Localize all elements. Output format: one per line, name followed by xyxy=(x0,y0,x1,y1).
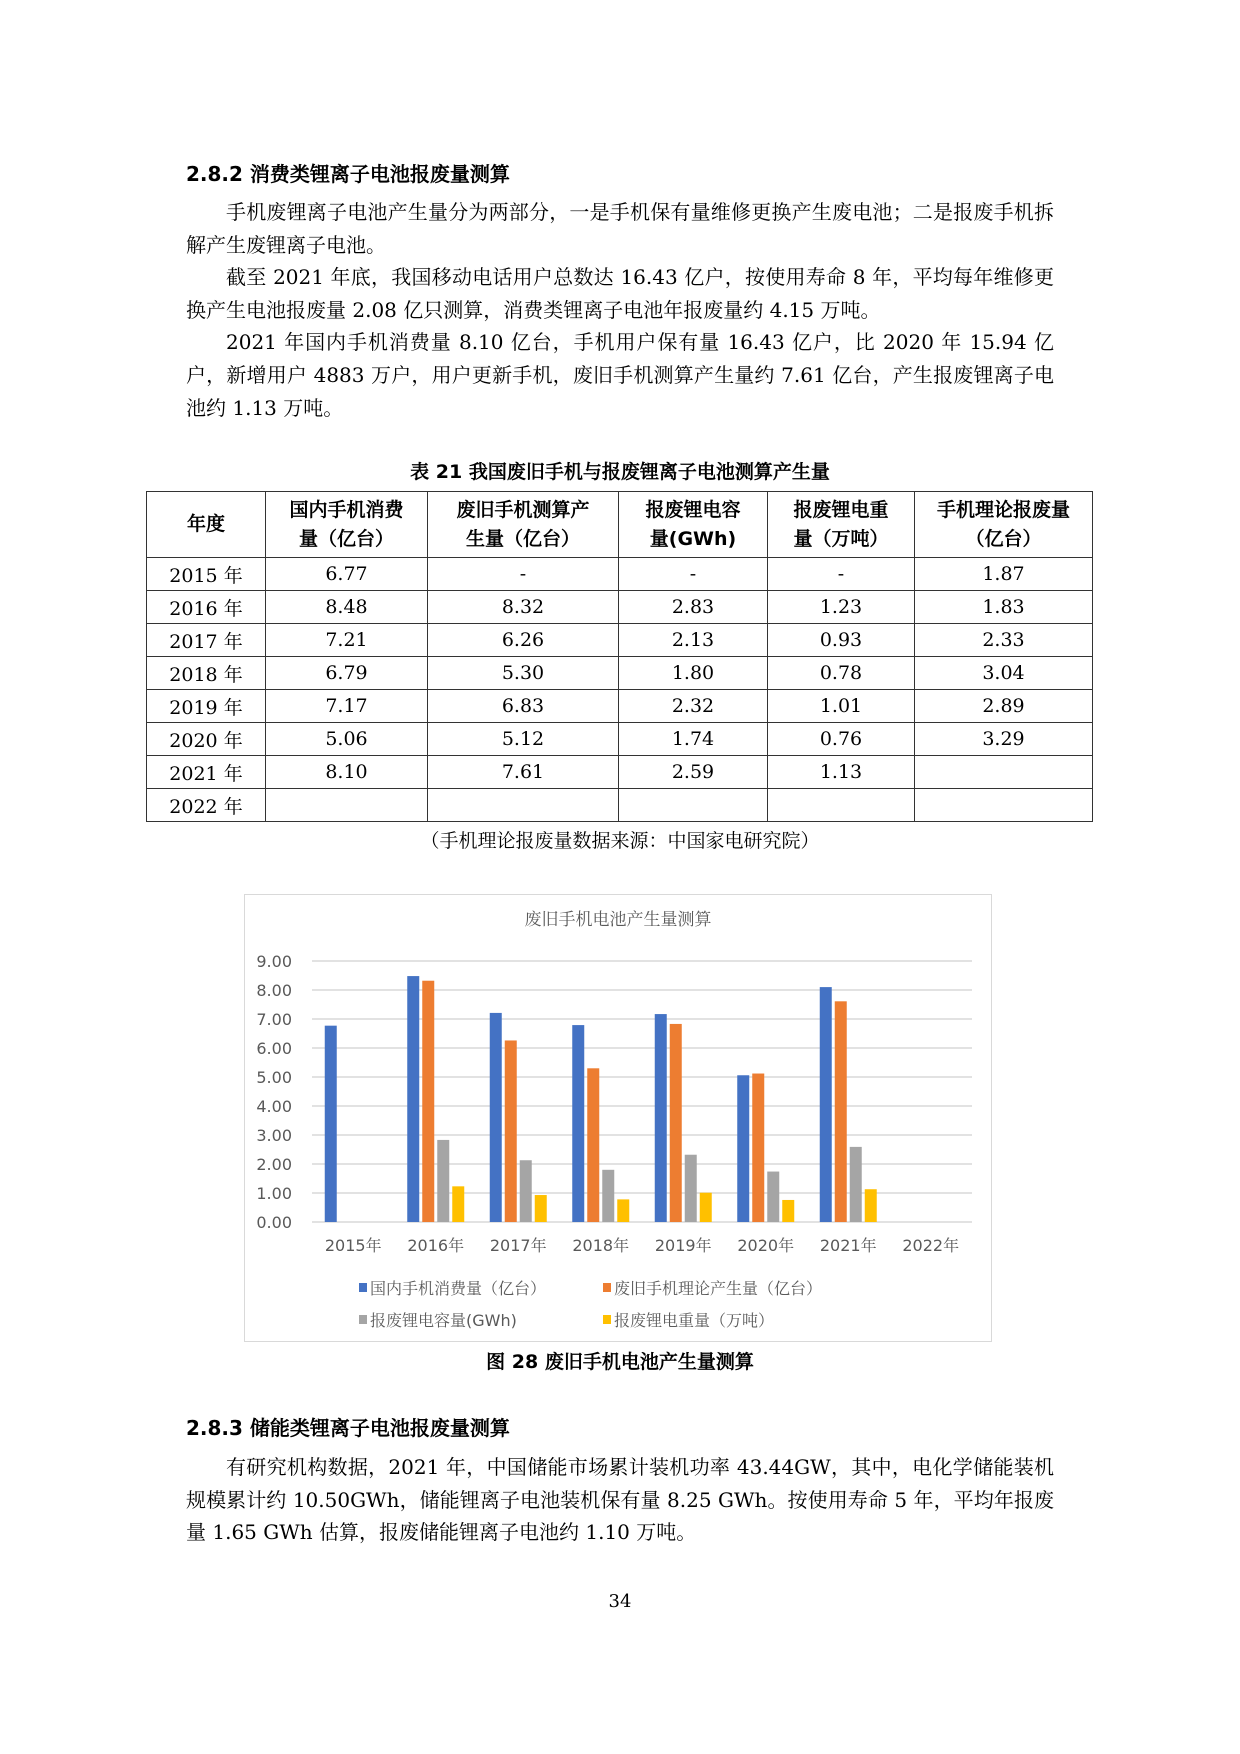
year-cell: 2020 年 xyxy=(147,723,266,756)
bar xyxy=(685,1155,697,1222)
value-cell: 5.30 xyxy=(428,657,619,690)
bar xyxy=(767,1172,779,1222)
bar xyxy=(850,1147,862,1222)
x-tick-label: 2016年 xyxy=(407,1236,465,1255)
value-cell: 0.78 xyxy=(768,657,915,690)
value-cell: 2.32 xyxy=(619,690,768,723)
header-line: 手机理论报废量 xyxy=(936,498,1070,521)
value-cell: - xyxy=(428,558,619,591)
legend-swatch xyxy=(603,1283,611,1292)
year-cell: 2021 年 xyxy=(147,756,266,789)
legend-swatch xyxy=(359,1283,367,1292)
table-caption: 表 21 我国废旧手机与报废锂离子电池测算产生量 xyxy=(410,461,830,483)
legend-label: 国内手机消费量（亿台） xyxy=(370,1279,547,1298)
bar xyxy=(452,1186,464,1222)
paragraph: 2021 年国内手机消费量 8.10 亿台，手机用户保有量 16.43 亿户，比 2020 年 15.94 亿户，新增用户 4883 万户，用户更新手机，废旧手机测算产生量约 7.61 亿台，产生报废锂离子电池约 1.13 万吨。 xyxy=(186,330,1054,420)
header-line: （亿台） xyxy=(965,527,1042,550)
bar xyxy=(820,987,832,1222)
bar xyxy=(782,1200,794,1222)
bar xyxy=(407,976,419,1222)
value-cell: 2.13 xyxy=(619,624,768,657)
y-tick-label: 8.00 xyxy=(256,981,292,1000)
bar xyxy=(520,1160,532,1222)
value-cell: - xyxy=(768,558,915,591)
value-cell: 2.59 xyxy=(619,756,768,789)
x-tick-label: 2019年 xyxy=(654,1236,712,1255)
bar xyxy=(737,1075,749,1222)
x-tick-label: 2022年 xyxy=(902,1236,960,1255)
bar xyxy=(670,1024,682,1222)
value-cell: 8.48 xyxy=(266,591,428,624)
header-line: 报废锂电重 xyxy=(793,498,889,521)
header-line: 量（万吨） xyxy=(793,527,889,550)
value-cell: 1.80 xyxy=(619,657,768,690)
legend-label: 废旧手机理论产生量（亿台） xyxy=(614,1279,823,1298)
x-tick-label: 2015年 xyxy=(324,1236,382,1255)
y-tick-label: 9.00 xyxy=(256,952,292,971)
value-cell: 7.21 xyxy=(266,624,428,657)
value-cell: 2.83 xyxy=(619,591,768,624)
y-tick-label: 0.00 xyxy=(256,1213,292,1232)
value-cell: 8.32 xyxy=(428,591,619,624)
bar xyxy=(617,1199,629,1222)
paragraph: 有研究机构数据，2021 年，中国储能市场累计装机功率 43.44GW，其中，电化学储能装机规模累计约 10.50GWh，储能锂离子电池装机保有量 8.25 GWh。按使用寿命 5 年，平均年报废量 1.65 GWh 估算，报废储能锂离子电池约 1.10 万吨。 xyxy=(186,1455,1054,1545)
section-heading-2-8-3: 2.8.3 储能类锂离子电池报废量测算 xyxy=(186,1416,510,1440)
bar xyxy=(835,1001,847,1222)
x-tick-label: 2021年 xyxy=(819,1236,877,1255)
x-tick-label: 2020年 xyxy=(737,1236,795,1255)
value-cell: 1.01 xyxy=(768,690,915,723)
figure-caption: 图 28 废旧手机电池产生量测算 xyxy=(486,1351,754,1373)
header-line: 废旧手机测算产 xyxy=(456,498,590,521)
value-cell: 1.74 xyxy=(619,723,768,756)
year-cell: 2019 年 xyxy=(147,690,266,723)
value-cell: 2.89 xyxy=(915,690,1093,723)
year-cell: 2015 年 xyxy=(147,558,266,591)
value-cell: 5.12 xyxy=(428,723,619,756)
bar xyxy=(602,1170,614,1222)
year-cell: 2016 年 xyxy=(147,591,266,624)
page-number: 34 xyxy=(608,1591,632,1612)
y-tick-label: 4.00 xyxy=(256,1097,292,1116)
value-cell: 5.06 xyxy=(266,723,428,756)
header-line: 国内手机消费 xyxy=(289,498,404,521)
value-cell: 3.04 xyxy=(915,657,1093,690)
table-source-note: （手机理论报废量数据来源：中国家电研究院） xyxy=(420,830,820,852)
bar xyxy=(655,1014,667,1222)
header-line: 量（亿台） xyxy=(298,527,394,550)
y-tick-label: 6.00 xyxy=(256,1039,292,1058)
x-tick-label: 2018年 xyxy=(572,1236,630,1255)
bar xyxy=(535,1195,547,1222)
value-cell: - xyxy=(619,558,768,591)
header-line: 生量（亿台） xyxy=(465,527,580,550)
bar xyxy=(505,1040,517,1222)
bar xyxy=(572,1025,584,1222)
value-cell: 7.61 xyxy=(428,756,619,789)
bar xyxy=(422,981,434,1222)
year-cell: 2022 年 xyxy=(147,789,266,822)
bar xyxy=(490,1013,502,1222)
value-cell: 1.13 xyxy=(768,756,915,789)
value-cell: 1.23 xyxy=(768,591,915,624)
bar xyxy=(865,1189,877,1222)
value-cell: 2.33 xyxy=(915,624,1093,657)
section-2-8-3-body xyxy=(186,1451,1054,1549)
value-cell: 8.10 xyxy=(266,756,428,789)
year-cell: 2017 年 xyxy=(147,624,266,657)
paragraph: 手机废锂离子电池产生量分为两部分，一是手机保有量维修更换产生废电池；二是报废手机拆解产生废锂离子电池。 xyxy=(186,200,1054,257)
bar xyxy=(325,1026,337,1222)
value-cell: 6.26 xyxy=(428,624,619,657)
header-line: 年度 xyxy=(186,513,225,535)
year-cell: 2018 年 xyxy=(147,657,266,690)
value-cell: 6.83 xyxy=(428,690,619,723)
chart-title: 废旧手机电池产生量测算 xyxy=(524,910,712,930)
legend-label: 报废锂电重量（万吨） xyxy=(614,1311,775,1330)
y-tick-label: 5.00 xyxy=(256,1068,292,1087)
bar xyxy=(700,1193,712,1222)
value-cell: 3.29 xyxy=(915,723,1093,756)
value-cell: 7.17 xyxy=(266,690,428,723)
y-tick-label: 1.00 xyxy=(256,1184,292,1203)
legend-label: 报废锂电容量(GWh) xyxy=(370,1311,517,1330)
value-cell: 0.93 xyxy=(768,624,915,657)
y-tick-label: 3.00 xyxy=(256,1126,292,1145)
header-line: 量(GWh) xyxy=(649,527,737,550)
value-cell: 6.77 xyxy=(266,558,428,591)
y-tick-label: 7.00 xyxy=(256,1010,292,1029)
value-cell: 0.76 xyxy=(768,723,915,756)
y-tick-label: 2.00 xyxy=(256,1155,292,1174)
section-heading-2-8-2: 2.8.2 消费类锂离子电池报废量测算 xyxy=(186,162,510,186)
bar xyxy=(437,1140,449,1222)
bar xyxy=(752,1074,764,1222)
value-cell: 1.87 xyxy=(915,558,1093,591)
legend-swatch xyxy=(359,1315,367,1324)
legend-swatch xyxy=(603,1315,611,1324)
header-line: 报废锂电容 xyxy=(645,498,741,521)
value-cell: 6.79 xyxy=(266,657,428,690)
bar xyxy=(587,1068,599,1222)
x-tick-label: 2017年 xyxy=(489,1236,547,1255)
paragraph: 截至 2021 年底，我国移动电话用户总数达 16.43 亿户，按使用寿命 8 年，平均每年维修更换产生电池报废量 2.08 亿只测算，消费类锂离子电池年报废量约 4.15 万吨。 xyxy=(186,265,1054,322)
value-cell: 1.83 xyxy=(915,591,1093,624)
